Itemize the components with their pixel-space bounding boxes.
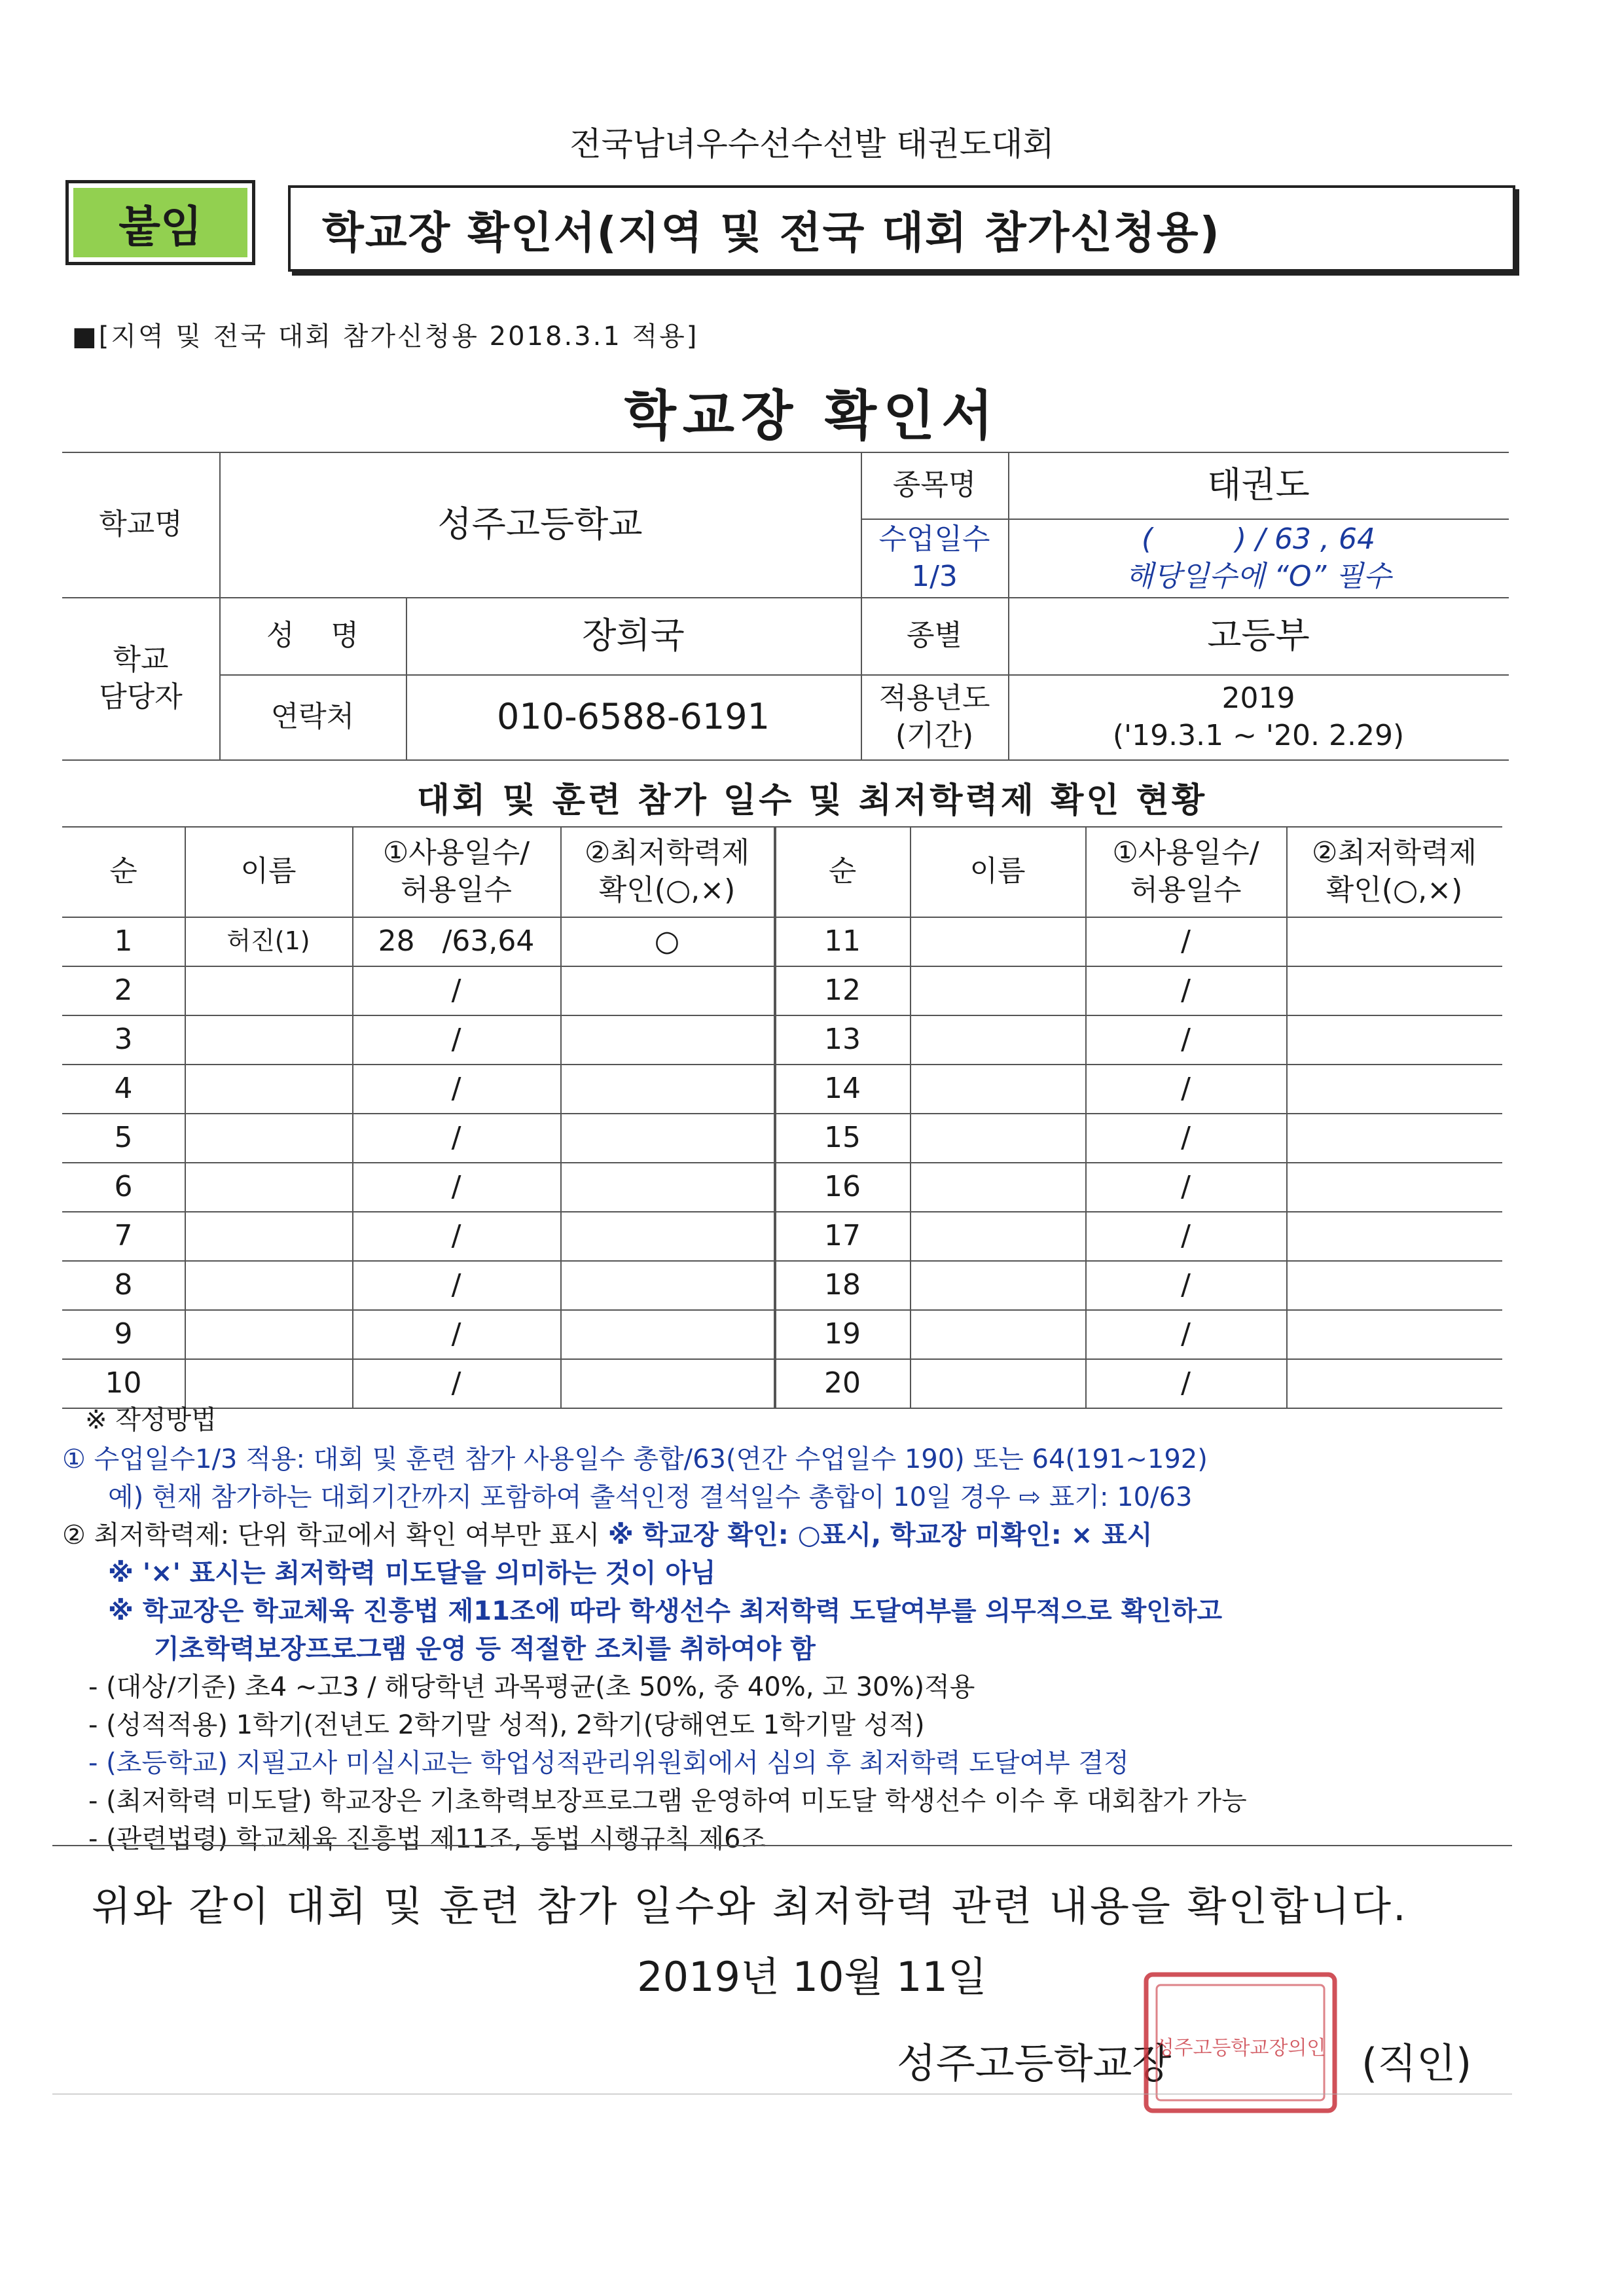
right-cell-name [910,1162,1085,1211]
right-cell-check [1286,917,1502,966]
left-cell-check [560,1309,774,1358]
left-cell-seq: 2 [114,973,133,1007]
year-label [861,674,1008,759]
instruction-item1-line1: ① 수업일수1/3 적용: 대회 및 훈련 참가 사용일수 총합/63(연간 수업일수 190) 또는 64(191~192) [62,1444,1208,1474]
right-cell-name [910,1064,1085,1113]
principal-title: 성주고등학교장 [897,2039,1172,2087]
right-cell-days: / [1181,1218,1191,1252]
right-cell-check [1286,1309,1502,1358]
header-title: 학교장 확인서(지역 및 전국 대회 참가신청용) [288,185,1515,272]
instructions-divider [52,1845,1512,1846]
attachment-tag-label: 붙임 [73,188,247,257]
left-cell-name [185,1113,352,1162]
left-cell-seq: 1 [114,924,133,958]
right-cell-seq: 18 [824,1267,861,1302]
right-cell-days: / [1181,1169,1191,1203]
right-cell-days: / [1181,1071,1191,1105]
school-days-value-line2: 해당일수에 “O” 필수 [1125,560,1392,593]
left-cell-name [185,1211,352,1260]
left-cell-days: / [451,1366,461,1400]
right-cell-days: / [1181,1366,1191,1400]
header-check-left [560,826,774,917]
header-days-left-line1: ①사용일수/ [382,835,530,869]
left-cell-check: ○ [654,924,680,958]
header-check-left-line1: ②최저학력제 [585,835,749,869]
staff-name: 장희국 [582,614,685,656]
left-cell-days: / [451,1267,461,1302]
left-cell-seq: 7 [114,1218,133,1252]
year-value-line2: ('19.3.1 ~ '20. 2.29) [1112,719,1405,752]
left-cell-name [185,966,352,1015]
header-check-right [1286,826,1502,917]
left-cell-seq: 3 [114,1022,133,1056]
left-cell-days: 28 /63,64 [378,924,535,958]
left-cell-name [185,1064,352,1113]
instruction-item2-note: ※ 학교장 확인: ○표시, 학교장 미확인: × 표시 [607,1520,1153,1550]
left-cell-name [185,1015,352,1064]
left-cell-seq: 4 [114,1071,133,1105]
left-cell-name [185,1309,352,1358]
school-days-value [1008,519,1509,597]
right-cell-check [1286,1113,1502,1162]
header-days-right-line2: 허용일수 [1130,873,1242,907]
seal-text: 성주고등학교장의인 [1155,2037,1326,2060]
right-cell-seq: 11 [824,924,861,958]
left-cell-days: / [451,1317,461,1351]
left-cell-seq: 5 [114,1120,133,1154]
event-title: 전국남녀우수선수선발 태권도대회 [569,125,1055,163]
left-cell-seq: 6 [114,1169,133,1203]
staff-label-line1: 학교 [113,642,169,676]
right-cell-check [1286,1015,1502,1064]
left-cell-days: / [451,973,461,1007]
header-days-right [1085,826,1286,917]
year-value-line1: 2019 [1221,681,1295,715]
header-seq-right: 순 [828,854,857,888]
instructions-heading: ※ 작성방법 [85,1405,217,1435]
contact-value: 010-6588-6191 [497,695,770,737]
right-cell-check [1286,1260,1502,1309]
left-cell-check [560,1113,774,1162]
header-seq-left: 순 [109,854,137,888]
right-cell-days: / [1181,924,1191,958]
right-cell-seq: 12 [824,973,861,1007]
header-days-right-line1: ①사용일수/ [1112,835,1259,869]
instruction-dash3: - (초등학교) 지필고사 미실시교는 학업성적관리위원회에서 심의 후 최저학력 도달여부 결정 [88,1748,1129,1778]
header-days-left [352,826,560,917]
header-name-left: 이름 [240,854,297,888]
right-cell-check [1286,1211,1502,1260]
right-cell-check [1286,1162,1502,1211]
seal-label: (직인) [1362,2039,1472,2087]
right-cell-name [910,1260,1085,1309]
left-cell-check [560,1358,774,1408]
year-label-line1: 적용년도 [878,681,990,715]
header-check-right-line1: ②최저학력제 [1312,835,1477,869]
year-label-line2: (기간) [895,719,974,752]
instruction-dash2: - (성적적용) 1학기(전년도 2학기말 성적), 2학기(당해연도 1학기말 성적) [88,1710,925,1740]
staff-label-line2: 담당자 [99,680,183,714]
instruction-item2 [62,1516,1152,1554]
left-cell-check [560,1015,774,1064]
right-cell-days: / [1181,1317,1191,1351]
right-cell-seq: 13 [824,1022,861,1056]
right-cell-seq: 14 [824,1071,861,1105]
left-cell-name [185,1358,352,1408]
left-cell-days: / [451,1022,461,1056]
staff-name-label: 성 명 [266,619,359,653]
header-check-left-line2: 확인(○,×) [598,873,736,907]
right-cell-days: / [1181,1022,1191,1056]
instruction-dash1: - (대상/기준) 초4 ~고3 / 해당학년 과목평균(초 50%, 중 40%, 고 30%)적용 [88,1672,975,1702]
notice-text: ■[지역 및 전국 대회 참가신청용 2018.3.1 적용] [72,321,699,352]
right-cell-seq: 16 [824,1169,861,1203]
left-cell-check [560,1260,774,1309]
left-cell-check [560,966,774,1015]
left-cell-check [560,1064,774,1113]
left-cell-check [560,1162,774,1211]
right-cell-days: / [1181,973,1191,1007]
right-cell-name [910,966,1085,1015]
header-days-left-line2: 허용일수 [400,873,512,907]
right-cell-name [910,1309,1085,1358]
right-cell-seq: 19 [824,1317,861,1351]
right-cell-name [910,1211,1085,1260]
left-cell-check [560,1211,774,1260]
instruction-note1: ※ '×' 표시는 최저학력 미도달을 의미하는 것이 아님 [108,1558,716,1588]
instruction-dash5: - (관련법령) 학교체육 진흥법 제11조, 동법 시행규칙 제6조 [88,1824,767,1854]
right-cell-seq: 15 [824,1120,861,1154]
division-label: 종별 [906,619,962,653]
right-cell-check [1286,966,1502,1015]
left-cell-days: / [451,1120,461,1154]
right-cell-seq: 20 [824,1366,861,1400]
header-check-right-line2: 확인(○,×) [1326,873,1463,907]
contact-label: 연락처 [270,700,355,734]
right-cell-check [1286,1358,1502,1408]
school-days-label-line2: 1/3 [911,560,958,593]
school-days-label [861,519,1008,597]
right-cell-name [910,1358,1085,1408]
left-cell-name [185,1260,352,1309]
school-days-value-line1: ( ) / 63 , 64 [1142,522,1375,556]
document-title: 학교장 확인서 [624,385,1000,447]
official-seal [1142,1971,1339,2115]
left-cell-days: / [451,1218,461,1252]
staff-label [62,597,219,759]
school-name: 성주고등학교 [437,503,643,545]
instruction-note2-line1: ※ 학교장은 학교체육 진흥법 제11조에 따라 학생선수 최저학력 도달여부를 의무적으로 확인하고 [108,1596,1223,1626]
issue-date: 2019년 10월 11일 [637,1953,987,2001]
left-cell-days: / [451,1169,461,1203]
right-cell-name [910,1015,1085,1064]
status-heading: 대회 및 훈련 참가 일수 및 최저학력제 확인 현황 [416,781,1208,820]
left-cell-name: 허진(1) [226,926,310,955]
left-cell-name [185,1162,352,1211]
left-cell-days: / [451,1071,461,1105]
year-value [1008,674,1509,759]
left-cell-seq: 9 [114,1317,133,1351]
instruction-dash4: - (최저학력 미도달) 학교장은 기초학력보장프로그램 운영하여 미도달 학생선수 이수 후 대회참가 가능 [88,1786,1247,1816]
right-cell-name [910,1113,1085,1162]
confirmation-text: 위와 같이 대회 및 훈련 참가 일수와 최저학력 관련 내용을 확인합니다. [92,1882,1408,1930]
school-days-label-line1: 수업일수 [878,522,990,556]
right-cell-seq: 17 [824,1218,861,1252]
left-cell-seq: 10 [105,1366,142,1400]
right-cell-name [910,917,1085,966]
division-value: 고등부 [1207,614,1310,656]
right-cell-check [1286,1064,1502,1113]
instruction-note2-line2: 기초학력보장프로그램 운영 등 적절한 조치를 취하여야 함 [154,1634,816,1664]
right-cell-days: / [1181,1267,1191,1302]
right-cell-days: / [1181,1120,1191,1154]
attachment-tag [65,180,255,265]
left-cell-seq: 8 [114,1267,133,1302]
school-name-label: 학교명 [99,507,183,541]
instruction-item1-line2: 예) 현재 참가하는 대회기간까지 포함하여 출석인정 결석일수 총합이 10일 경우 ⇨ 표기: 10/63 [108,1482,1193,1512]
header-name-right: 이름 [969,854,1026,888]
instruction-item2-text: ② 최저학력제: 단위 학교에서 확인 여부만 표시 [62,1520,608,1550]
sport-value: 태권도 [1207,464,1310,505]
sport-label: 종목명 [892,468,977,502]
